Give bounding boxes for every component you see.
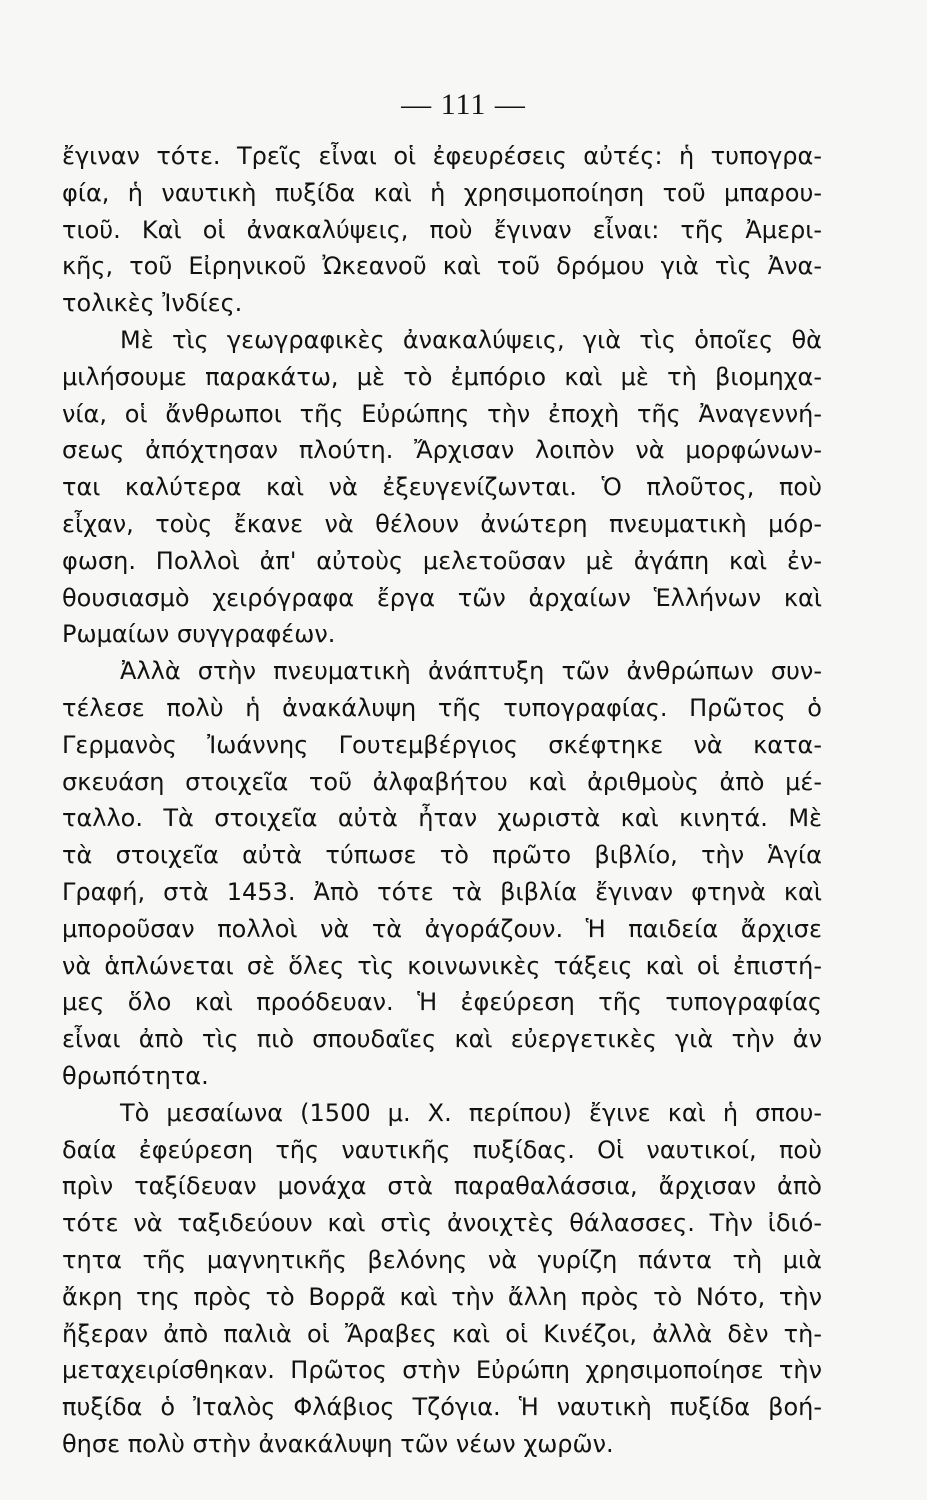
text-line: ταλλο. Τὰ στοιχεῖα αὐτὰ ἦταν χωριστὰ καὶ κινητά. Μὲ [62,804,822,833]
text-line: τὰ στοιχεῖα αὐτὰ τύπωσε τὸ πρῶτο βιβλίο, τὴν Ἁγία [62,841,822,870]
text-line: μποροῦσαν πολλοὶ νὰ τὰ ἀγοράζουν. Ἡ παιδεία ἄρχισε [62,914,822,943]
text-line: ται καλύτερα καὶ νὰ ἐξευγενίζωνται. Ὁ πλοῦτος, ποὺ [62,473,822,502]
text-line: μεταχειρίσθηκαν. Πρῶτος στὴν Εὐρώπη χρησιμοποίησε τὴν [62,1356,822,1385]
text-line: θουσιασμὸ χειρόγραφα ἔργα τῶν ἀρχαίων Ἑλλήνων καὶ [62,583,822,612]
text-line: θησε πολὺ στὴν ἀνακάλυψη τῶν νέων χωρῶν. [62,1429,614,1458]
text-line: νία, οἱ ἄνθρωποι τῆς Εὐρώπης τὴν ἐποχὴ τῆς Ἀναγεννή- [62,399,822,428]
text-line: σκευάση στοιχεῖα τοῦ ἀλφαβήτου καὶ ἀριθμοὺς ἀπὸ μέ- [62,767,822,796]
text-line: φωση. Πολλοὶ ἀπ' αὐτοὺς μελετοῦσαν μὲ ἀγάπη καὶ ἐν- [62,546,822,575]
text-line: τέλεσε πολὺ ἡ ἀνακάλυψη τῆς τυπογραφίας. Πρῶτος ὁ [62,693,822,722]
text-line: ἤξεραν ἀπὸ παλιὰ οἱ Ἄραβες καὶ οἱ Κινέζοι, ἀλλὰ δὲν τὴ- [62,1319,822,1348]
text-line: εἶχαν, τοὺς ἔκανε νὰ θέλουν ἀνώτερη πνευματικὴ μόρ- [62,509,822,538]
page-number: — 111 — [401,88,526,121]
text-line: τότε νὰ ταξιδεύουν καὶ στὶς ἀνοιχτὲς θάλασσες. Τὴν ἰδιό- [62,1209,822,1238]
text-line: Γερμανὸς Ἰωάννης Γουτεμβέργιος σκέφτηκε νὰ κατα- [62,730,822,759]
text-line: τολικὲς Ἰνδίες. [62,289,243,318]
text-line: κῆς, τοῦ Εἰρηνικοῦ Ὠκεανοῦ καὶ τοῦ δρόμου γιὰ τὶς Ἀνα- [62,252,822,281]
text-line: θρωπότητα. [62,1061,209,1090]
text-line: πρὶν ταξίδευαν μονάχα στὰ παραθαλάσσια, ἄρχισαν ἀπὸ [62,1172,822,1201]
text-line: φία, ἡ ναυτικὴ πυξίδα καὶ ἡ χρησιμοποίηση τοῦ μπαρου- [62,178,822,207]
text-line: νὰ ἁπλώνεται σὲ ὅλες τὶς κοινωνικὲς τάξεις καὶ οἱ ἐπιστή- [62,951,822,980]
text-line: Ρωμαίων συγγραφέων. [62,620,336,649]
text-line: τητα τῆς μαγνητικῆς βελόνης νὰ γυρίζη πάντα τὴ μιὰ [62,1245,822,1274]
text-line: Γραφή, στὰ 1453. Ἀπὸ τότε τὰ βιβλία ἔγιναν φτηνὰ καὶ [62,877,822,906]
text-line: ἔγιναν τότε. Τρεῖς εἶναι οἱ ἐφευρέσεις αὐτές: ἡ τυπογρα- [62,142,822,170]
text-line: πυξίδα ὁ Ἰταλὸς Φλάβιος Τζόγια. Ἡ ναυτικὴ πυξίδα βοή- [62,1393,822,1422]
text-line: ἄκρη της πρὸς τὸ Βορρᾶ καὶ τὴν ἄλλη πρὸς τὸ Νότο, τὴν [62,1282,822,1311]
text-line: σεως ἀπόχτησαν πλούτη. Ἄρχισαν λοιπὸν νὰ μορφώνων- [62,436,822,465]
text-line: εἶναι ἀπὸ τὶς πιὸ σπουδαῖες καὶ εὐεργετικὲς γιὰ τὴν ἀν [62,1025,822,1054]
text-line: Τὸ μεσαίωνα (1500 μ. Χ. περίπου) ἔγινε καὶ ἡ σπου- [120,1098,822,1127]
text-line: μιλήσουμε παρακάτω, μὲ τὸ ἐμπόριο καὶ μὲ τὴ βιομηχα- [62,362,822,391]
text-line: τιοῦ. Καὶ οἱ ἀνακαλύψεις, ποὺ ἔγιναν εἶναι: τῆς Ἀμερι- [62,215,822,244]
body-text [62,138,822,1463]
text-line: μες ὅλο καὶ προόδευαν. Ἡ ἐφεύρεση τῆς τυπογραφίας [62,988,822,1017]
text-line: Ἀλλὰ στὴν πνευματικὴ ἀνάπτυξη τῶν ἀνθρώπων συν- [120,657,822,686]
text-line: Μὲ τὶς γεωγραφικὲς ἀνακαλύψεις, γιὰ τὶς ὁποῖες θὰ [120,325,822,354]
text-line: δαία ἐφεύρεση τῆς ναυτικῆς πυξίδας. Οἱ ναυτικοί, ποὺ [62,1135,822,1164]
